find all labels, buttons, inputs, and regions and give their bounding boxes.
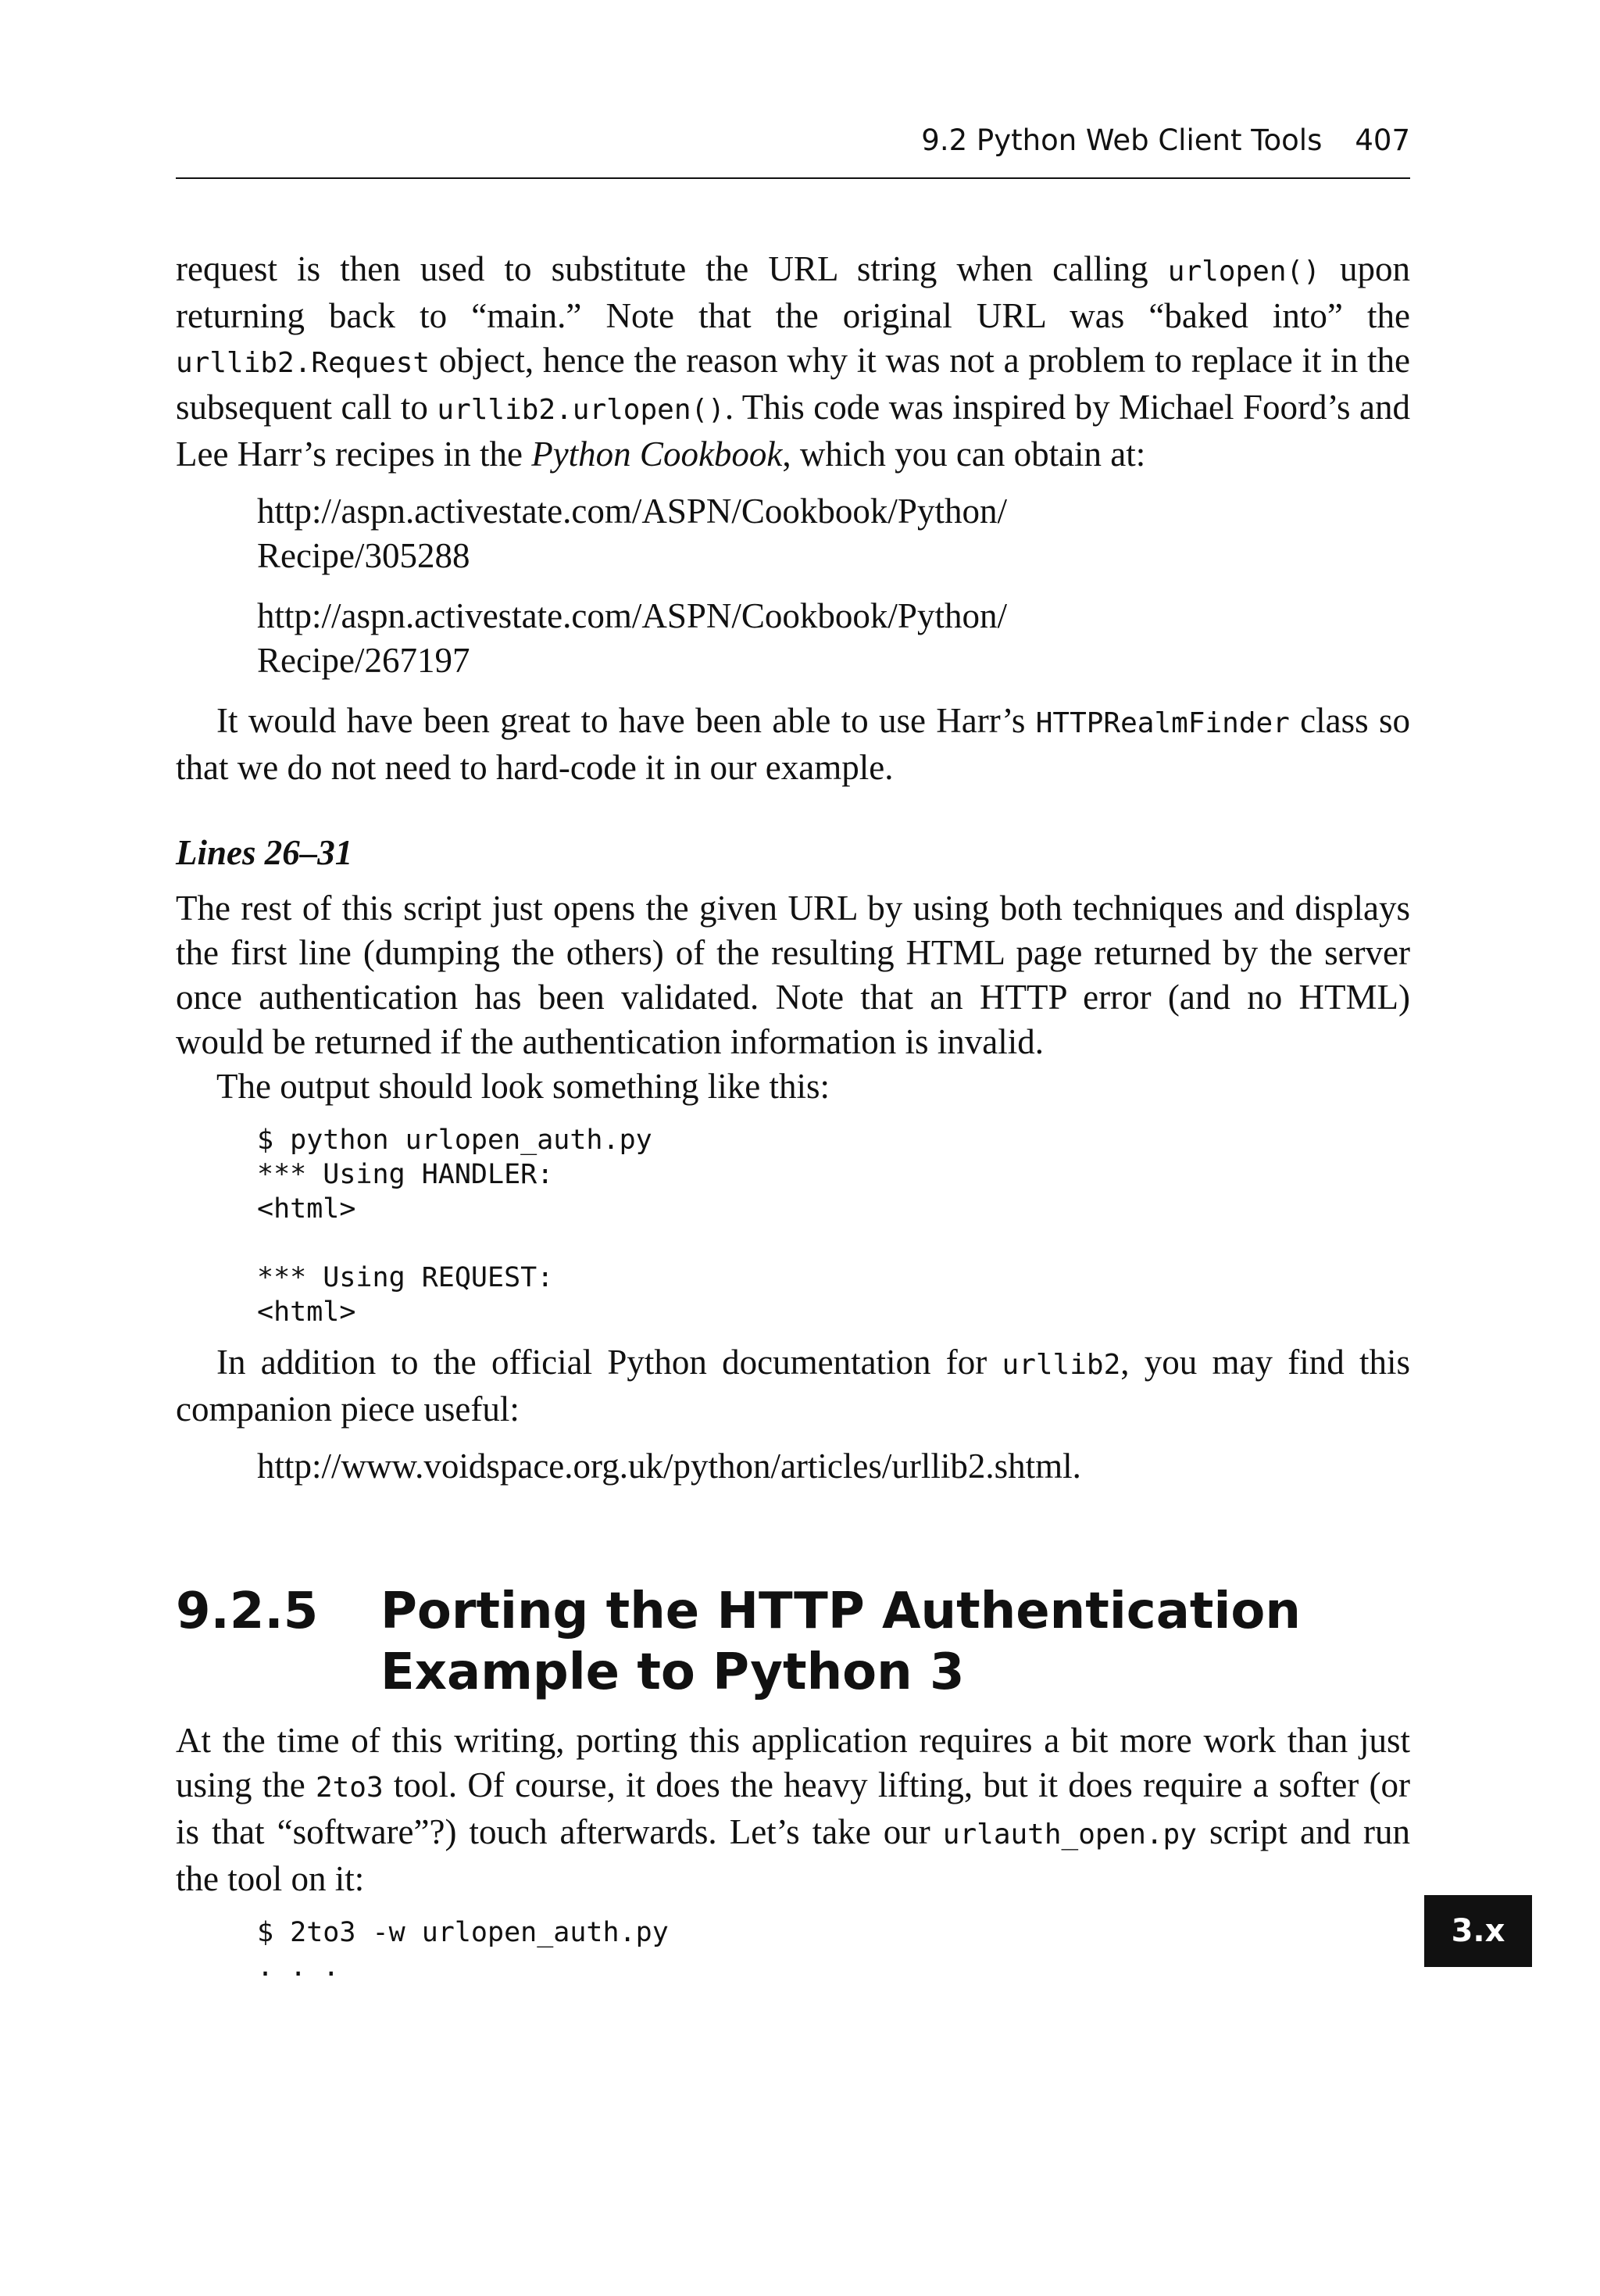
code-urllib2-urlopen: urllib2.urlopen() bbox=[437, 394, 725, 426]
code-urllib2-request: urllib2.Request bbox=[176, 347, 430, 379]
code-httprealmfinder: HTTPRealmFinder bbox=[1035, 707, 1290, 739]
lines-heading: Lines 26–31 bbox=[176, 833, 353, 872]
companion-url: http://www.voidspace.org.uk/python/articles/urllib2.shtml. bbox=[257, 1447, 1081, 1486]
code-urlopen: urlopen() bbox=[1167, 256, 1320, 288]
section-heading bbox=[176, 1581, 1410, 1703]
url-block-3 bbox=[176, 1444, 1410, 1489]
paragraph-porting bbox=[176, 1718, 1410, 1901]
paragraph-recipe-intro bbox=[176, 247, 1410, 477]
section-number: 9.2.5 bbox=[176, 1583, 319, 1640]
url-block-1 bbox=[176, 489, 1410, 578]
text-run: In addition to the official Python documentation for bbox=[216, 1343, 1002, 1382]
text-run: tool. Of course, it does the heavy lifting, but it does require a softer (or is that “software”?) touch afterwards. Let’s take our bbox=[176, 1765, 1410, 1851]
text-run: , you may find this companion piece useful: bbox=[176, 1343, 1411, 1429]
url-block-2 bbox=[176, 594, 1410, 683]
text-run: . This code was inspired by Michael Foord’s and Lee Harr’s recipes in the bbox=[176, 388, 1411, 474]
paragraph-rest-of-script: The rest of this script just opens the given URL by using both techniques and displays the first line (dumping the others) of the resulting HTML page returned by the server once authentication has been validated. Note that an HTTP error (and no HTML) would be returned if the authentication information is invalid. bbox=[176, 889, 1410, 1061]
text-run: object, hence the reason why it was not a problem to replace it in the subsequent call to bbox=[176, 341, 1410, 427]
recipe-url-1-line-2: Recipe/305288 bbox=[257, 536, 470, 575]
running-head-section: 9.2 Python Web Client Tools bbox=[921, 123, 1323, 157]
text-run: It would have been great to have been able to use Harr’s bbox=[216, 701, 1036, 740]
thumb-tab: 3.x bbox=[1424, 1895, 1532, 1967]
section-title: Porting the HTTP Authentication Example to Python 3 bbox=[380, 1583, 1301, 1701]
paragraph-harr bbox=[176, 699, 1410, 790]
text-run: , which you can obtain at: bbox=[782, 435, 1146, 474]
output-listing: $ python urlopen_auth.py *** Using HANDLER: <html> *** Using REQUEST: <html> bbox=[257, 1125, 652, 1328]
recipe-url-2-line-1: http://aspn.activestate.com/ASPN/Cookbook/Python/ bbox=[257, 596, 1007, 635]
text-run: request is then used to substitute the URL string when calling bbox=[176, 249, 1168, 288]
running-head bbox=[176, 123, 1410, 157]
text-run: upon returning back to “main.” Note that the original URL was “baked into” the bbox=[176, 249, 1411, 335]
paragraph-companion bbox=[176, 1340, 1410, 1432]
code-2to3: 2to3 bbox=[315, 1772, 384, 1804]
book-title: Python Cookbook bbox=[531, 435, 783, 474]
paragraph-output-intro: The output should look something like this: bbox=[216, 1067, 830, 1106]
tool-listing: $ 2to3 -w urlopen_auth.py . . . bbox=[257, 1917, 669, 1983]
text-run: script and run the tool on it: bbox=[176, 1812, 1411, 1898]
recipe-url-2-line-2: Recipe/267197 bbox=[257, 641, 470, 680]
text-run: At the time of this writing, porting this application requires a bit more work than just using the bbox=[176, 1721, 1410, 1804]
header-rule bbox=[176, 177, 1410, 179]
text-run: class so that we do not need to hard-code it in our example. bbox=[176, 701, 1410, 787]
recipe-url-1-line-1: http://aspn.activestate.com/ASPN/Cookbook/Python/ bbox=[257, 492, 1007, 531]
code-urllib2: urllib2 bbox=[1002, 1349, 1121, 1381]
page-number: 407 bbox=[1355, 123, 1410, 157]
page-body bbox=[176, 247, 1410, 1995]
code-urlauth-open: urlauth_open.py bbox=[942, 1819, 1197, 1851]
